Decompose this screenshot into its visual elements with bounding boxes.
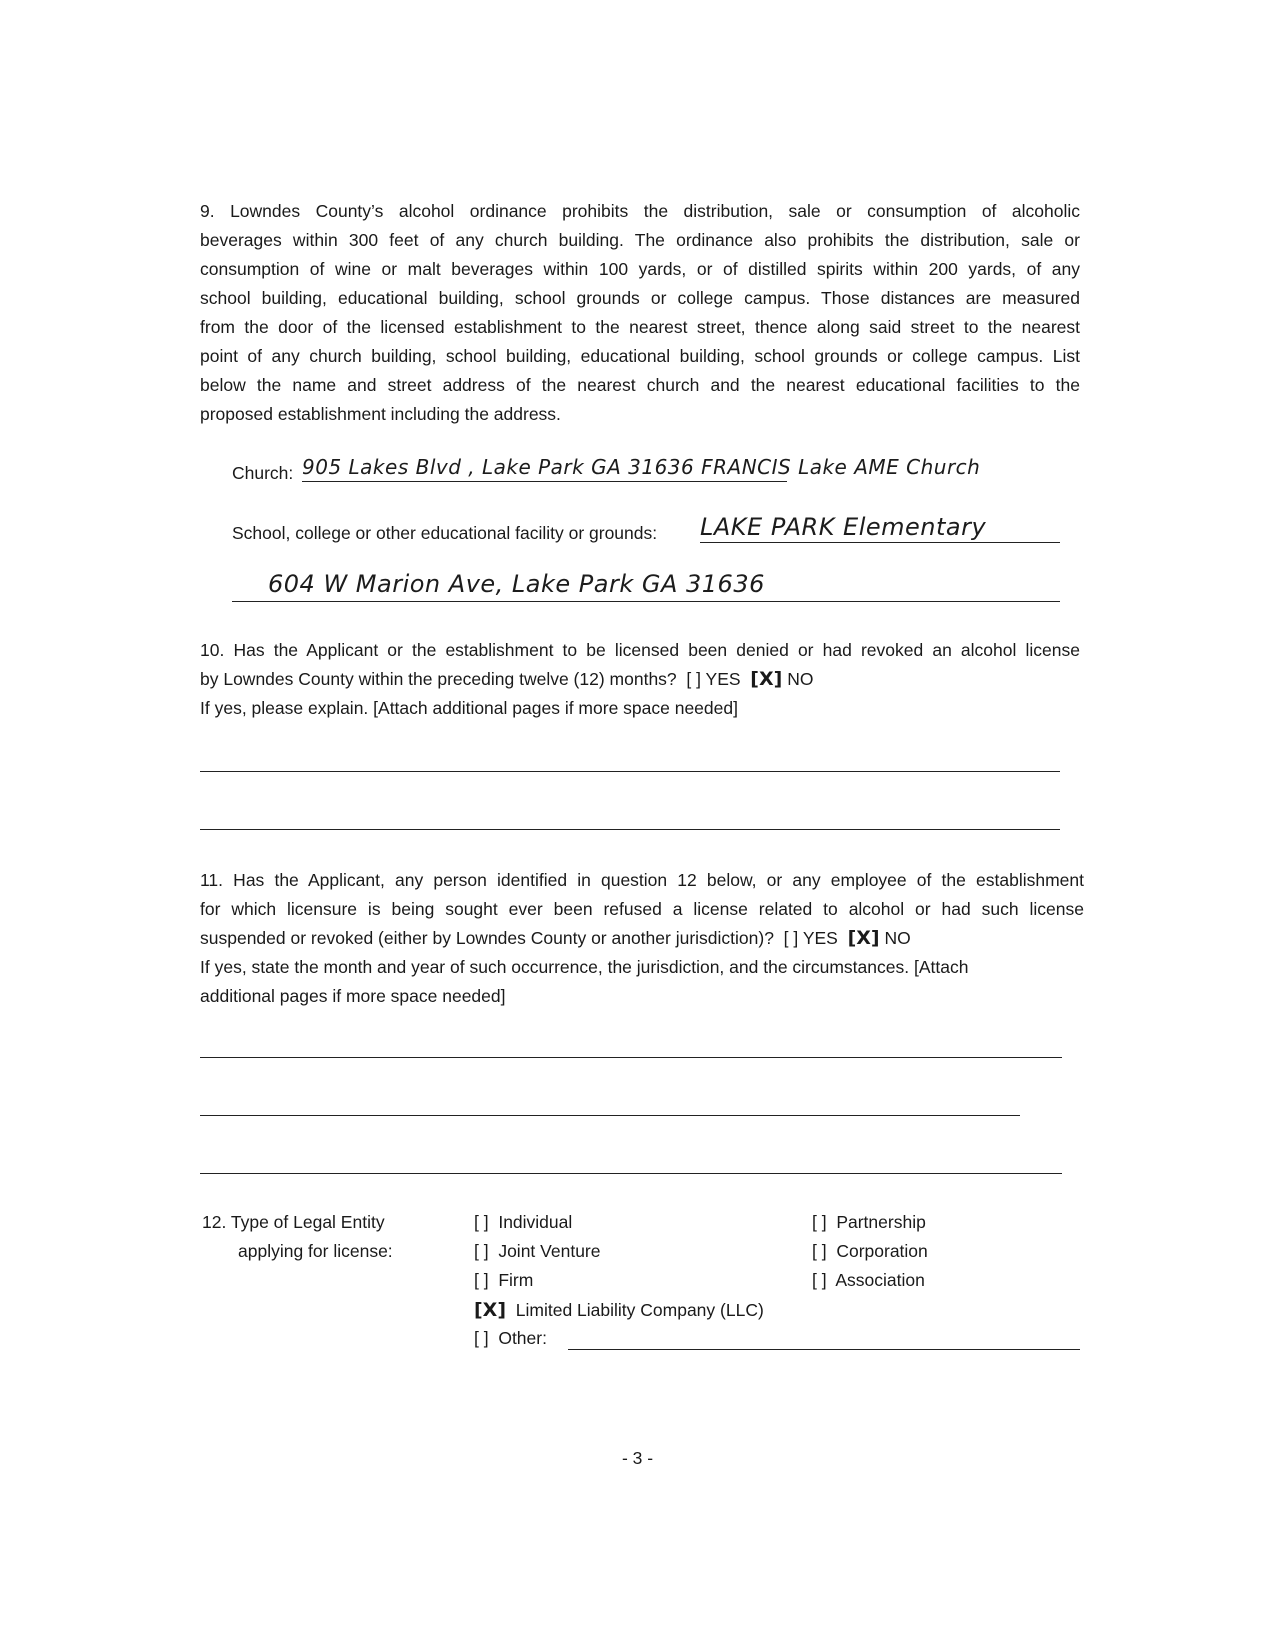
q10-no-label: NO (787, 669, 814, 689)
q10-line (200, 665, 1080, 694)
q10-yes-label: YES (705, 669, 741, 689)
q10-yes-checkbox[interactable]: [ ] (686, 669, 701, 689)
entity-option-other[interactable] (474, 1328, 547, 1349)
q11-yes-label: YES (802, 928, 838, 948)
q11-answer-line[interactable] (200, 1173, 1062, 1174)
q11-no-checkbox[interactable]: [X] (847, 927, 880, 949)
q9-line: school building, educational building, school grounds or college campus. Those distances are measured (200, 288, 1080, 308)
school-address-field[interactable]: 604 W Marion Ave, Lake Park GA 31636 (268, 570, 765, 598)
question-10-text (200, 636, 1080, 723)
checkbox[interactable]: [X] (474, 1299, 507, 1321)
q11-line: If yes, state the month and year of such occurrence, the jurisdiction, and the circumstances. [Attach (200, 957, 969, 977)
q9-line: 9. Lowndes County’s alcohol ordinance prohibits the distribution, sale or consumption of alcoholic (200, 201, 1080, 221)
q10-answer-line[interactable] (200, 829, 1060, 830)
checkbox[interactable]: [ ] (474, 1328, 489, 1348)
checkbox[interactable]: [ ] (474, 1270, 489, 1290)
q11-no-label: NO (884, 928, 911, 948)
question-11-text (200, 866, 1084, 1011)
question-9-text (200, 197, 1080, 429)
q9-line: consumption of wine or malt beverages within 100 yards, or of distilled spirits within 200 yards, of any (200, 259, 1080, 279)
other-entity-underline[interactable] (568, 1349, 1080, 1350)
q11-line: additional pages if more space needed] (200, 986, 506, 1006)
entity-option-corporation[interactable] (812, 1241, 928, 1262)
option-label: Individual (498, 1212, 573, 1232)
option-label: Association (835, 1270, 925, 1290)
q12-subtitle: applying for license: (238, 1241, 393, 1261)
q9-line: beverages within 300 feet of any church building. The ordinance also prohibits the distribution, sale or (200, 230, 1080, 250)
entity-option-firm[interactable] (474, 1270, 533, 1291)
q9-line: proposed establishment including the address. (200, 404, 561, 424)
school-label: School, college or other educational facility or grounds: (232, 523, 658, 543)
checkbox[interactable]: [ ] (474, 1212, 489, 1232)
entity-option-llc[interactable] (474, 1299, 764, 1321)
q10-question: by Lowndes County within the preceding twelve (12) months? (200, 669, 677, 689)
q12-title: 12. Type of Legal Entity (202, 1212, 385, 1232)
church-label: Church: (232, 463, 294, 483)
school-address-underline (232, 601, 1060, 602)
q9-line: below the name and street address of the nearest church and the nearest educational facilities to the (200, 375, 1080, 395)
entity-option-partnership[interactable] (812, 1212, 926, 1233)
q11-line: for which licensure is being sought ever been refused a license related to alcohol or had such license (200, 899, 1084, 919)
q9-line: from the door of the licensed establishment to the nearest street, thence along said street to the nearest (200, 317, 1080, 337)
checkbox[interactable]: [ ] (812, 1270, 827, 1290)
checkbox[interactable]: [ ] (474, 1241, 489, 1261)
entity-option-joint-venture[interactable] (474, 1241, 600, 1262)
option-label: Other: (498, 1328, 547, 1348)
entity-option-association[interactable] (812, 1270, 925, 1291)
page-number: - 3 - (621, 1448, 654, 1468)
q10-line: 10. Has the Applicant or the establishment to be licensed been denied or had revoked an alcohol license (200, 640, 1080, 660)
school-name-underline (700, 542, 1060, 543)
entity-option-individual[interactable] (474, 1212, 572, 1233)
q10-no-checkbox[interactable]: [X] (750, 668, 783, 690)
school-name-field[interactable]: LAKE PARK Elementary (700, 513, 987, 541)
q11-line (200, 924, 1084, 953)
church-field[interactable]: 905 Lakes Blvd , Lake Park GA 31636 FRANCIS Lake AME Church (302, 455, 981, 479)
church-underline (302, 481, 787, 482)
q10-answer-line[interactable] (200, 771, 1060, 772)
option-label: Firm (498, 1270, 534, 1290)
q10-line: If yes, please explain. [Attach additional pages if more space needed] (200, 698, 738, 718)
q11-question: suspended or revoked (either by Lowndes County or another jurisdiction)? (200, 928, 774, 948)
checkbox[interactable]: [ ] (812, 1212, 827, 1232)
option-label: Joint Venture (498, 1241, 601, 1261)
q11-yes-checkbox[interactable]: [ ] (783, 928, 799, 948)
option-label: Corporation (836, 1241, 928, 1261)
option-label: Partnership (836, 1212, 926, 1232)
checkbox[interactable]: [ ] (812, 1241, 827, 1261)
q11-line: 11. Has the Applicant, any person identified in question 12 below, or any employee of the establishment (200, 870, 1084, 890)
q9-line: point of any church building, school building, educational building, school grounds or college campus. List (200, 346, 1080, 366)
q11-answer-line[interactable] (200, 1115, 1020, 1116)
q11-answer-line[interactable] (200, 1057, 1062, 1058)
option-label: Limited Liability Company (LLC) (515, 1300, 764, 1320)
